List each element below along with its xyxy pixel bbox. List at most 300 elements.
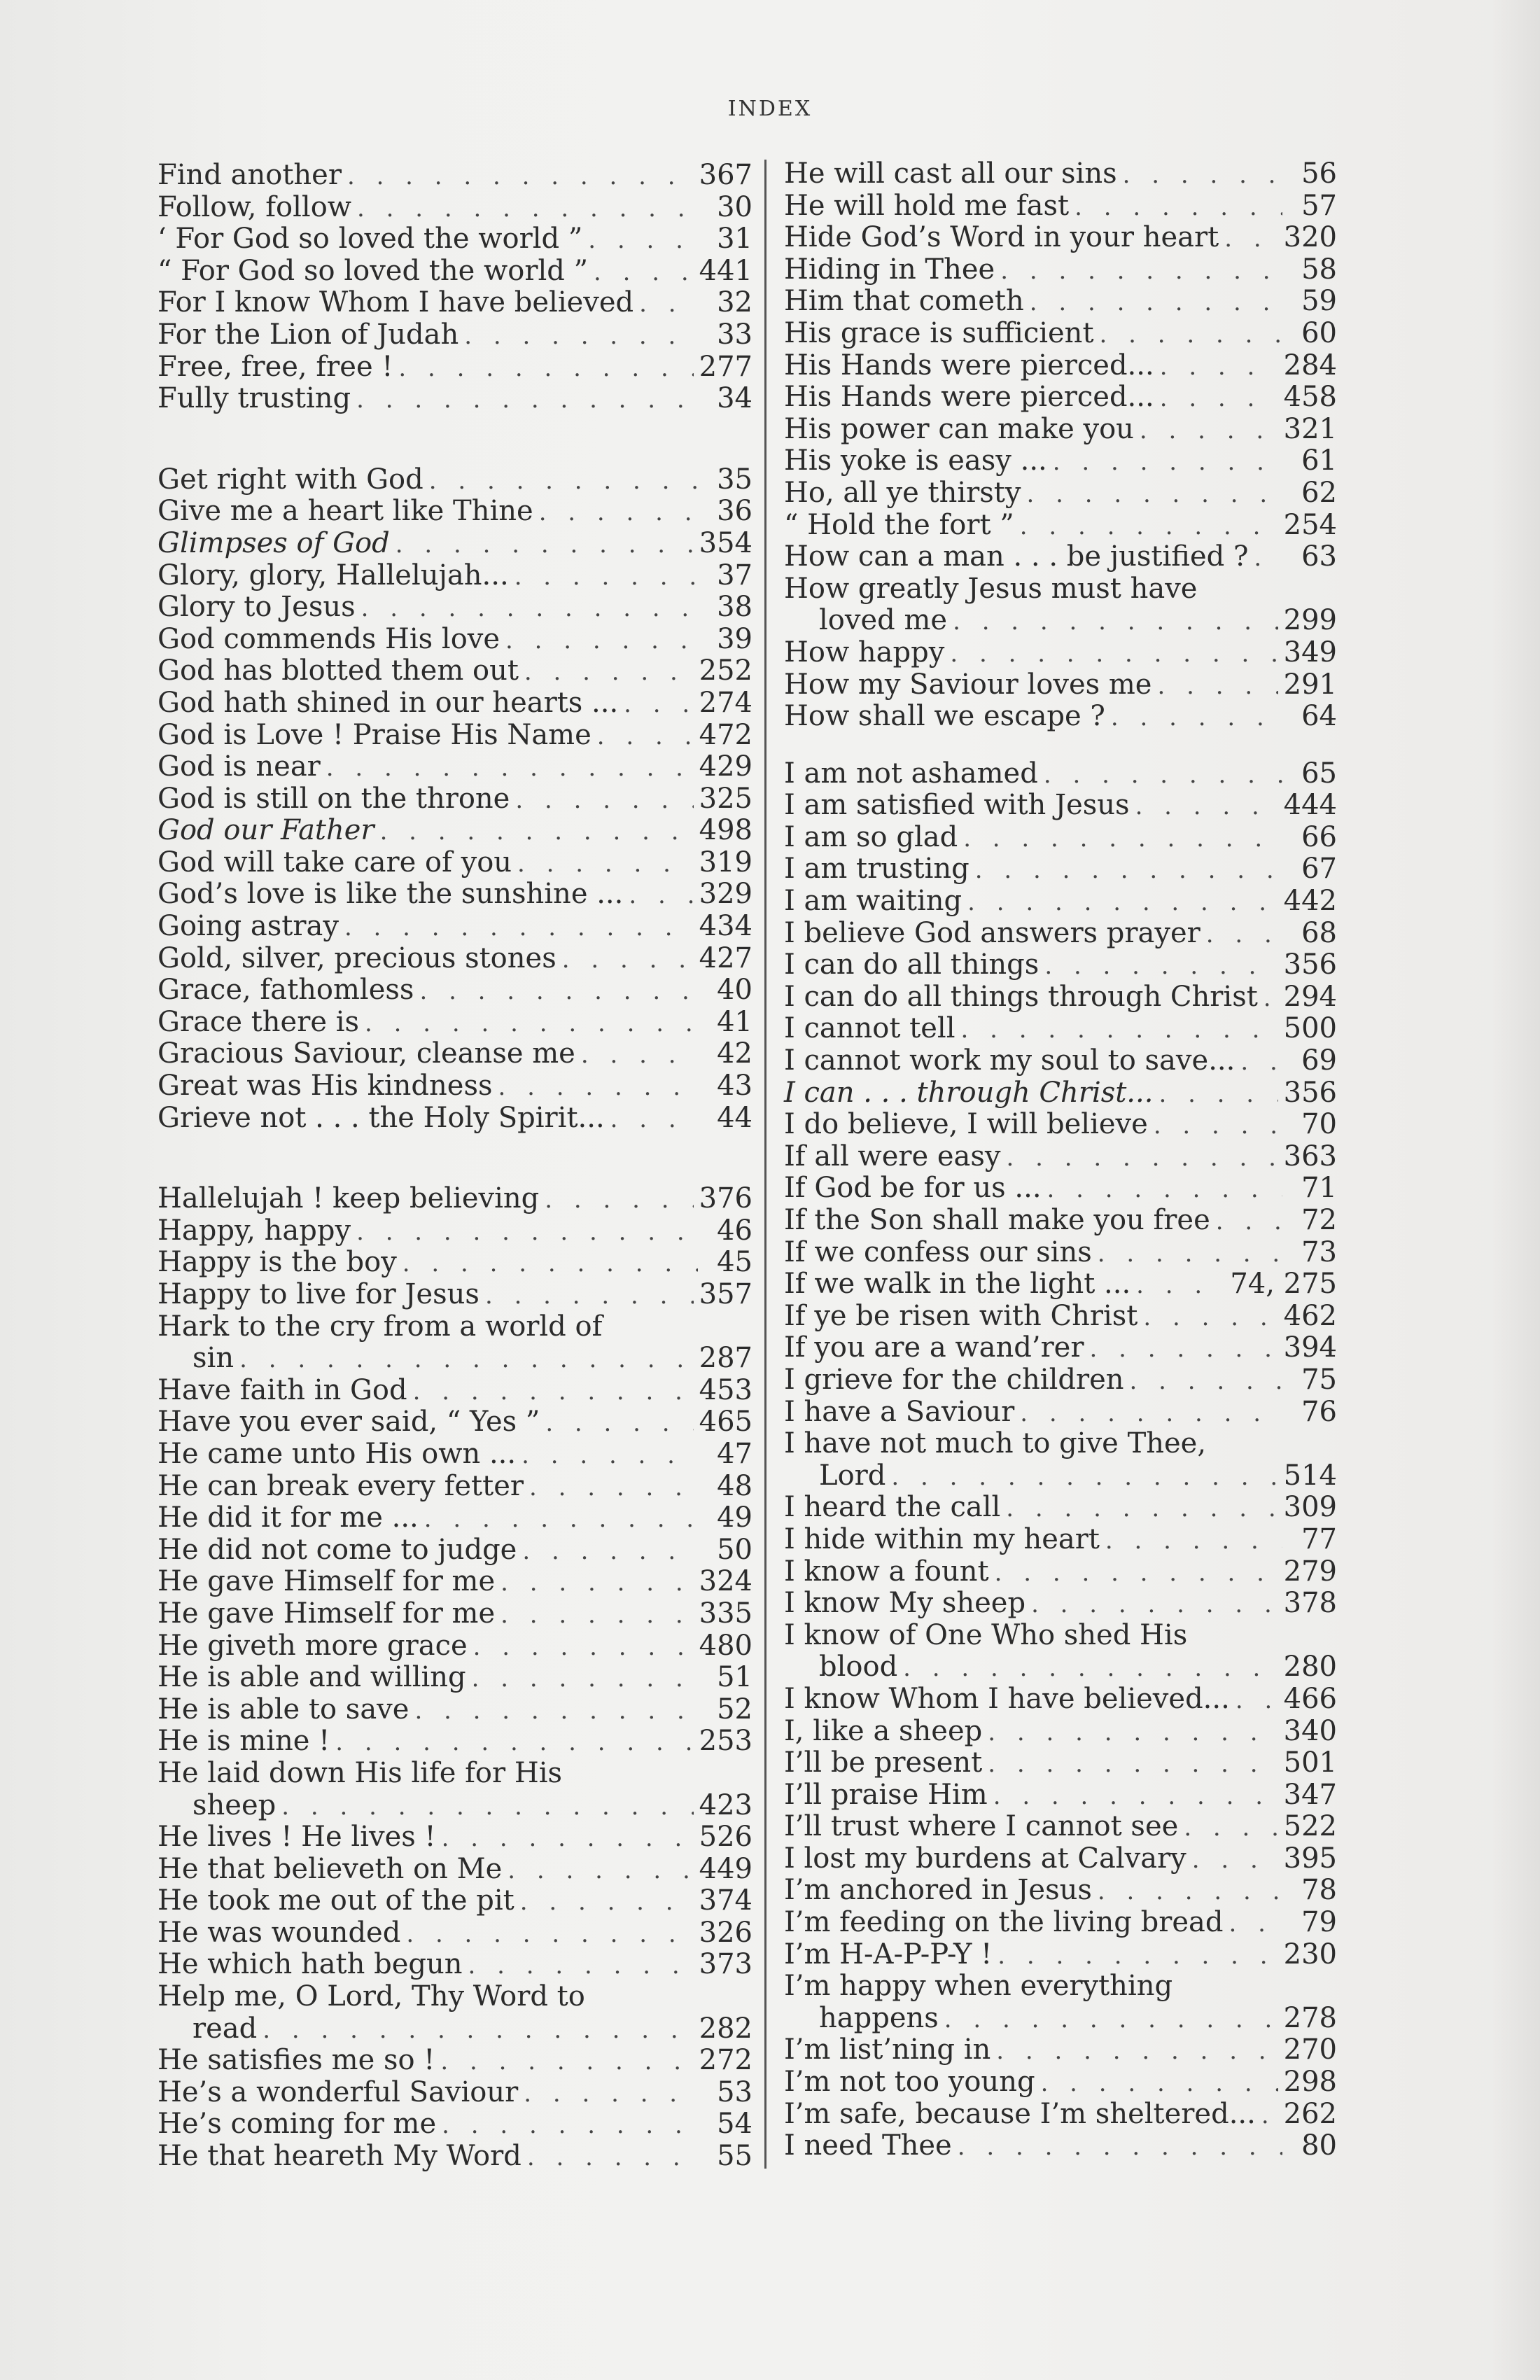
entry-page-number: 46 bbox=[717, 1214, 752, 1247]
index-entry bbox=[784, 1843, 1337, 1875]
entry-page-number: 356 bbox=[1283, 1076, 1337, 1109]
entry-page-number: 57 bbox=[1301, 189, 1337, 222]
index-entry bbox=[784, 1460, 1337, 1492]
entry-page-number: 54 bbox=[717, 2108, 752, 2141]
entry-title: For I know Whom I have believed bbox=[158, 286, 634, 319]
entry-title: His Hands were pierced... bbox=[784, 349, 1154, 382]
index-entry bbox=[158, 2013, 752, 2045]
leader-dots bbox=[361, 593, 698, 625]
entry-page-number: 64 bbox=[1301, 700, 1337, 733]
index-entry bbox=[158, 1821, 752, 1854]
index-entry bbox=[784, 286, 1337, 318]
entry-page-number: 373 bbox=[699, 1948, 752, 1981]
index-entry bbox=[158, 1183, 752, 1215]
entry-page-number: 374 bbox=[699, 1884, 752, 1917]
entry-page-number: 33 bbox=[717, 318, 752, 351]
entry-page-number: 340 bbox=[1283, 1714, 1337, 1747]
index-entry bbox=[158, 1375, 752, 1407]
entry-page-number: 427 bbox=[699, 941, 752, 974]
entry-page-number: 40 bbox=[717, 974, 752, 1007]
entry-title: ‘ For God so loved the world ” bbox=[158, 223, 583, 255]
leader-dots bbox=[1264, 983, 1278, 1015]
entry-title: blood bbox=[819, 1651, 898, 1684]
entry-title: He’s coming for me bbox=[158, 2108, 437, 2141]
entry-title: Happy, happy bbox=[158, 1214, 351, 1247]
leader-dots bbox=[997, 1940, 1278, 1973]
entry-title: He gave Himself for me bbox=[158, 1565, 496, 1598]
leader-dots bbox=[588, 225, 698, 257]
entry-page-number: 321 bbox=[1283, 412, 1337, 445]
leader-dots bbox=[442, 1823, 694, 1855]
entry-title: Have you ever said, “ Yes ” bbox=[158, 1406, 540, 1438]
leader-dots bbox=[967, 887, 1278, 919]
entry-title: His yoke is easy ... bbox=[784, 444, 1047, 477]
leader-dots bbox=[527, 2142, 698, 2174]
entry-title: Gold, silver, precious stones bbox=[158, 941, 556, 974]
entry-title: He lives ! He lives ! bbox=[158, 1821, 436, 1854]
index-entry bbox=[158, 1038, 752, 1070]
entry-page-number: 79 bbox=[1301, 1906, 1337, 1939]
index-entry bbox=[158, 383, 752, 415]
index-entry bbox=[784, 510, 1337, 542]
entry-page-number: 354 bbox=[699, 526, 752, 559]
entry-page-number: 74, 275 bbox=[1230, 1268, 1337, 1301]
index-entry bbox=[784, 1620, 1337, 1652]
entry-title: Hiding in Thee bbox=[784, 253, 995, 286]
entry-title: He did not come to judge bbox=[158, 1533, 517, 1566]
leader-dots bbox=[995, 1558, 1278, 1590]
index-entry bbox=[158, 528, 752, 560]
entry-page-number: 58 bbox=[1301, 253, 1337, 286]
entry-title: He took me out of the pit bbox=[158, 1884, 514, 1917]
leader-dots bbox=[347, 161, 694, 193]
entry-title: Glory to Jesus bbox=[158, 591, 356, 624]
index-entry bbox=[784, 1779, 1337, 1812]
leader-dots bbox=[961, 1014, 1278, 1046]
right-column bbox=[784, 158, 1337, 2162]
entry-title: I do believe, I will believe bbox=[784, 1108, 1148, 1141]
leader-dots bbox=[562, 944, 694, 976]
entry-title: He will hold me fast bbox=[784, 189, 1070, 222]
entry-page-number: 444 bbox=[1283, 789, 1337, 822]
index-entry bbox=[158, 1726, 752, 1758]
leader-dots bbox=[424, 1504, 698, 1536]
entry-title: I can do all things bbox=[784, 948, 1040, 981]
entry-title: He that heareth My Word bbox=[158, 2140, 522, 2173]
entry-page-number: 449 bbox=[699, 1852, 752, 1885]
index-entry bbox=[784, 1939, 1337, 1971]
entry-title: I know My sheep bbox=[784, 1587, 1026, 1620]
entry-page-number: 309 bbox=[1283, 1491, 1337, 1524]
leader-dots bbox=[1000, 255, 1282, 288]
leader-dots bbox=[988, 1749, 1278, 1781]
entry-title: If we confess our sins bbox=[784, 1236, 1092, 1268]
entry-page-number: 50 bbox=[717, 1533, 752, 1566]
entry-page-number: 465 bbox=[699, 1406, 752, 1438]
entry-title: Lord bbox=[819, 1459, 886, 1492]
entry-page-number: 70 bbox=[1301, 1108, 1337, 1141]
index-entry bbox=[784, 790, 1337, 822]
leader-dots bbox=[429, 465, 698, 498]
entry-title: He laid down His life for His bbox=[158, 1756, 563, 1789]
entry-title: God hath shined in our hearts ... bbox=[158, 686, 619, 719]
entry-title: Grieve not . . . the Holy Spirit... bbox=[158, 1101, 605, 1134]
entry-title: I am satisfied with Jesus bbox=[784, 789, 1130, 822]
leader-dots bbox=[1105, 1525, 1282, 1558]
entry-page-number: 53 bbox=[717, 2076, 752, 2108]
index-entry bbox=[158, 255, 752, 288]
entry-title: I know of One Who shed His bbox=[784, 1618, 1188, 1651]
entry-title: I’ll praise Him bbox=[784, 1778, 988, 1811]
entry-title: If ye be risen with Christ bbox=[784, 1299, 1138, 1332]
leader-dots bbox=[1089, 1334, 1278, 1366]
entry-page-number: 76 bbox=[1301, 1395, 1337, 1428]
entry-page-number: 299 bbox=[1283, 604, 1337, 637]
leader-dots bbox=[356, 1217, 698, 1249]
leader-dots bbox=[1261, 2100, 1278, 2132]
entry-page-number: 51 bbox=[717, 1661, 752, 1694]
entry-page-number: 45 bbox=[717, 1246, 752, 1279]
leader-dots bbox=[610, 1104, 698, 1136]
entry-page-number: 56 bbox=[1301, 158, 1337, 190]
leader-dots bbox=[380, 816, 694, 848]
index-entry bbox=[158, 1981, 752, 2013]
index-entry bbox=[784, 254, 1337, 286]
entry-title: Ho, all ye thirsty bbox=[784, 476, 1021, 509]
entry-page-number: 291 bbox=[1283, 668, 1337, 701]
leader-dots bbox=[996, 2036, 1278, 2068]
index-entry bbox=[784, 1013, 1337, 1045]
index-entry bbox=[784, 1172, 1337, 1205]
index-entry bbox=[158, 1502, 752, 1534]
entry-page-number: 65 bbox=[1301, 757, 1337, 790]
index-entry bbox=[158, 1471, 752, 1503]
index-entry bbox=[784, 886, 1337, 918]
index-entry bbox=[784, 1301, 1337, 1333]
leader-dots bbox=[529, 1472, 698, 1504]
entry-title: He can break every fetter bbox=[158, 1469, 524, 1502]
entry-page-number: 279 bbox=[1283, 1555, 1337, 1588]
index-entry bbox=[158, 223, 752, 255]
entry-title: Free, free, free ! bbox=[158, 350, 393, 383]
index-entry bbox=[158, 687, 752, 720]
leader-dots bbox=[1160, 383, 1278, 415]
entry-title: His Hands were pierced... bbox=[784, 381, 1154, 414]
entry-title: I grieve for the children bbox=[784, 1363, 1124, 1396]
entry-page-number: 30 bbox=[717, 190, 752, 223]
entry-page-number: 36 bbox=[717, 495, 752, 528]
entry-title: “ Hold the fort ” bbox=[784, 508, 1014, 541]
index-entry bbox=[784, 350, 1337, 382]
index-entry bbox=[158, 1534, 752, 1567]
entry-title: Hallelujah ! keep believing bbox=[158, 1182, 540, 1215]
index-entry bbox=[784, 949, 1337, 981]
leader-dots bbox=[524, 2078, 698, 2110]
index-entry bbox=[784, 1141, 1337, 1173]
leader-dots bbox=[1047, 1174, 1282, 1206]
entry-title: I heard the call bbox=[784, 1491, 1001, 1524]
entry-page-number: 294 bbox=[1283, 980, 1337, 1013]
entry-title: I’ll trust where I cannot see bbox=[784, 1810, 1179, 1843]
entry-page-number: 55 bbox=[717, 2140, 752, 2173]
index-entry bbox=[158, 1694, 752, 1726]
entry-page-number: 277 bbox=[699, 350, 752, 383]
leader-dots bbox=[498, 1072, 698, 1104]
index-entry bbox=[784, 541, 1337, 573]
leader-dots bbox=[953, 606, 1278, 638]
entry-title: Gracious Saviour, cleanse me bbox=[158, 1037, 575, 1070]
leader-dots bbox=[500, 1600, 693, 1632]
entry-title: “ For God so loved the world ” bbox=[158, 254, 589, 287]
entry-title: He was wounded bbox=[158, 1916, 401, 1949]
entry-page-number: 284 bbox=[1283, 349, 1337, 382]
entry-page-number: 423 bbox=[699, 1788, 752, 1821]
entry-title: God will take care of you bbox=[158, 846, 512, 878]
entry-title: happens bbox=[819, 2001, 939, 2034]
leader-dots bbox=[442, 2110, 698, 2142]
entry-title: If the Son shall make you free bbox=[784, 1204, 1210, 1236]
index-entry bbox=[158, 2108, 752, 2141]
leader-dots bbox=[545, 1408, 693, 1440]
leader-dots bbox=[414, 1695, 698, 1728]
entry-title: God has blotted them out bbox=[158, 654, 519, 687]
entry-title: read bbox=[192, 2012, 258, 2045]
index-entry bbox=[158, 1630, 752, 1662]
index-entry bbox=[784, 382, 1337, 414]
entry-title: Grace, fathomless bbox=[158, 974, 414, 1007]
entry-page-number: 38 bbox=[717, 591, 752, 624]
entry-page-number: 34 bbox=[717, 382, 752, 415]
index-entry bbox=[784, 1077, 1337, 1110]
entry-page-number: 363 bbox=[1283, 1140, 1337, 1172]
entry-title: I lost my burdens at Calvary bbox=[784, 1842, 1186, 1875]
leader-dots bbox=[1154, 1110, 1282, 1142]
entry-page-number: 60 bbox=[1301, 316, 1337, 349]
leader-dots bbox=[485, 1280, 694, 1312]
index-entry bbox=[784, 1045, 1337, 1077]
entry-title: Find another bbox=[158, 159, 342, 191]
index-entry bbox=[784, 2066, 1337, 2099]
entry-title: I am waiting bbox=[784, 885, 962, 918]
entry-page-number: 500 bbox=[1283, 1012, 1337, 1045]
index-entry bbox=[784, 2099, 1337, 2131]
entry-page-number: 63 bbox=[1301, 540, 1337, 573]
leader-dots bbox=[524, 657, 694, 689]
index-entry bbox=[158, 1247, 752, 1279]
entry-page-number: 270 bbox=[1283, 2033, 1337, 2066]
entry-page-number: 376 bbox=[699, 1182, 752, 1215]
entry-title: Grace there is bbox=[158, 1005, 360, 1038]
index-entry bbox=[784, 477, 1337, 510]
index-entry bbox=[784, 758, 1337, 790]
entry-page-number: 498 bbox=[699, 814, 752, 847]
leader-dots bbox=[1206, 919, 1282, 951]
entry-title: loved me bbox=[819, 604, 948, 637]
entry-page-number: 71 bbox=[1301, 1172, 1337, 1205]
entry-title: I’ll be present bbox=[784, 1746, 983, 1779]
entry-page-number: 429 bbox=[699, 750, 752, 783]
entry-title: He giveth more grace bbox=[158, 1629, 468, 1662]
index-entry bbox=[158, 1438, 752, 1471]
entry-title: He is able and willing bbox=[158, 1661, 466, 1694]
entry-page-number: 320 bbox=[1283, 221, 1337, 254]
index-entry bbox=[784, 1268, 1337, 1301]
leader-dots bbox=[639, 288, 698, 321]
entry-title: Glory, glory, Hallelujah... bbox=[158, 559, 509, 592]
leader-dots bbox=[464, 321, 698, 353]
entry-page-number: 35 bbox=[717, 463, 752, 496]
leader-dots bbox=[1053, 447, 1282, 479]
leader-dots bbox=[365, 1008, 698, 1040]
index-entry bbox=[784, 918, 1337, 950]
leader-dots bbox=[597, 721, 694, 753]
entry-title: If God be for us ... bbox=[784, 1172, 1042, 1205]
index-entry bbox=[158, 655, 752, 687]
entry-page-number: 298 bbox=[1283, 2066, 1337, 2099]
entry-title: I am not ashamed bbox=[784, 757, 1038, 790]
entry-page-number: 394 bbox=[1283, 1331, 1337, 1364]
leader-dots bbox=[520, 1886, 694, 1919]
entry-title: How shall we escape ? bbox=[784, 700, 1105, 733]
entry-title: I have a Saviour bbox=[784, 1395, 1015, 1428]
leader-dots bbox=[1240, 1046, 1282, 1079]
leader-dots bbox=[629, 880, 693, 912]
leader-dots bbox=[473, 1632, 694, 1664]
leader-dots bbox=[396, 529, 694, 561]
leader-dots bbox=[581, 1040, 698, 1072]
index-entry bbox=[158, 1102, 752, 1135]
entry-title: I have not much to give Thee, bbox=[784, 1427, 1207, 1460]
leader-dots bbox=[903, 1653, 1278, 1685]
index-entry bbox=[158, 943, 752, 975]
index-entry bbox=[158, 1598, 752, 1630]
entry-title: I’m feeding on the living bread bbox=[784, 1906, 1224, 1939]
index-entry bbox=[784, 1205, 1337, 1237]
entry-page-number: 31 bbox=[717, 223, 752, 255]
entry-page-number: 329 bbox=[699, 878, 752, 911]
leader-dots bbox=[1158, 1079, 1278, 1111]
entry-title: I cannot work my soul to save... bbox=[784, 1044, 1236, 1077]
index-entry bbox=[158, 464, 752, 496]
index-entry bbox=[158, 1007, 752, 1039]
entry-page-number: 68 bbox=[1301, 916, 1337, 949]
leader-dots bbox=[1020, 1398, 1282, 1430]
entry-page-number: 67 bbox=[1301, 853, 1337, 886]
entry-page-number: 335 bbox=[699, 1597, 752, 1630]
index-entry bbox=[158, 1885, 752, 1917]
index-entry bbox=[784, 1684, 1337, 1716]
leader-dots bbox=[1254, 542, 1282, 575]
leader-dots bbox=[545, 1184, 693, 1217]
entry-title: Going astray bbox=[158, 910, 339, 943]
entry-page-number: 480 bbox=[699, 1629, 752, 1662]
leader-dots bbox=[507, 1855, 693, 1887]
index-entry bbox=[784, 1332, 1337, 1364]
leader-dots bbox=[514, 561, 698, 594]
entry-page-number: 442 bbox=[1283, 885, 1337, 918]
index-entry bbox=[158, 1279, 752, 1311]
entry-page-number: 43 bbox=[717, 1070, 752, 1102]
entry-page-number: 73 bbox=[1301, 1236, 1337, 1268]
entry-title: I, like a sheep bbox=[784, 1714, 983, 1747]
index-entry bbox=[784, 822, 1337, 854]
entry-title: I cannot tell bbox=[784, 1012, 955, 1045]
entry-title: Hide God’s Word in your heart bbox=[784, 221, 1219, 254]
entry-page-number: 62 bbox=[1301, 476, 1337, 509]
index-entry bbox=[158, 847, 752, 879]
entry-page-number: 253 bbox=[699, 1725, 752, 1758]
leader-dots bbox=[1026, 479, 1282, 511]
leader-dots bbox=[472, 1663, 698, 1695]
entry-page-number: 453 bbox=[699, 1373, 752, 1406]
leader-dots bbox=[624, 689, 693, 721]
entry-title: I’m list’ning in bbox=[784, 2033, 991, 2066]
index-entry bbox=[784, 853, 1337, 886]
index-entry bbox=[784, 414, 1337, 446]
index-entry bbox=[158, 351, 752, 384]
index-entry bbox=[158, 1949, 752, 1981]
leader-dots bbox=[500, 1567, 693, 1600]
entry-title: He gave Himself for me bbox=[158, 1597, 496, 1630]
entry-title: I’m safe, because I’m sheltered... bbox=[784, 2097, 1256, 2130]
leader-dots bbox=[281, 1791, 693, 1823]
leader-dots bbox=[335, 1727, 693, 1759]
entry-title: I need Thee bbox=[784, 2129, 952, 2162]
leader-dots bbox=[505, 625, 698, 657]
index-entry bbox=[784, 1364, 1337, 1396]
leader-dots bbox=[1044, 760, 1282, 792]
entry-page-number: 77 bbox=[1301, 1522, 1337, 1555]
index-entry bbox=[784, 669, 1337, 701]
entry-page-number: 272 bbox=[699, 2044, 752, 2077]
entry-page-number: 356 bbox=[1283, 948, 1337, 981]
entry-title: For the Lion of Judah bbox=[158, 318, 459, 351]
entry-title: He satisfies me so ! bbox=[158, 2044, 435, 2077]
entry-title: I believe God answers prayer bbox=[784, 916, 1200, 949]
index-entry bbox=[784, 190, 1337, 223]
leader-dots bbox=[1160, 351, 1278, 384]
entry-page-number: 395 bbox=[1283, 1842, 1337, 1875]
entry-page-number: 349 bbox=[1283, 636, 1337, 668]
index-entry bbox=[784, 2034, 1337, 2066]
entry-title: I know Whom I have believed... bbox=[784, 1682, 1230, 1715]
entry-page-number: 49 bbox=[717, 1502, 752, 1534]
leader-dots bbox=[1031, 1589, 1278, 1621]
entry-page-number: 61 bbox=[1301, 444, 1337, 477]
entry-title: Happy is the boy bbox=[158, 1246, 397, 1279]
entry-title: How greatly Jesus must have bbox=[784, 572, 1198, 605]
entry-title: Give me a heart like Thine bbox=[158, 495, 533, 528]
entry-page-number: 324 bbox=[699, 1565, 752, 1598]
entry-page-number: 52 bbox=[717, 1693, 752, 1726]
entry-title: sheep bbox=[192, 1788, 276, 1821]
index-entry bbox=[158, 815, 752, 847]
entry-title: How happy bbox=[784, 636, 945, 668]
leader-dots bbox=[1006, 1493, 1278, 1525]
index-entry bbox=[784, 445, 1337, 477]
index-entry bbox=[158, 1070, 752, 1102]
index-entry bbox=[784, 605, 1337, 637]
index-entry bbox=[784, 1588, 1337, 1620]
index-entry bbox=[158, 2077, 752, 2109]
entry-title: Follow, follow bbox=[158, 190, 352, 223]
leader-dots bbox=[1192, 1844, 1278, 1877]
index-entry bbox=[158, 1311, 752, 1343]
index-entry bbox=[784, 1875, 1337, 1907]
entry-title: I can do all things through Christ bbox=[784, 980, 1258, 1013]
entry-title: God commends His love bbox=[158, 622, 500, 655]
entry-page-number: 37 bbox=[717, 559, 752, 592]
